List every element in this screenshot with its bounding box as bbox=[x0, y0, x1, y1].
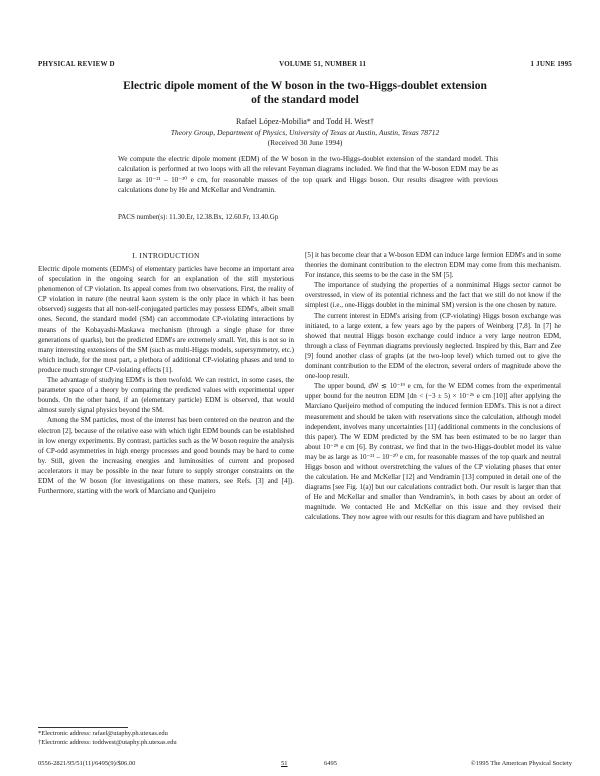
author-list: Rafael López-Mobilia* and Todd H. West† bbox=[235, 117, 375, 126]
affiliation: Theory Group, Department of Physics, University of Texas at Austin, Austin, Texas 78712 bbox=[170, 128, 440, 137]
section-heading: I. INTRODUCTION bbox=[132, 251, 200, 260]
publication-code: 0556-2821/95/51(11)/6495(9)/$06.00 bbox=[38, 760, 136, 767]
journal-name: PHYSICAL REVIEW D bbox=[38, 60, 115, 68]
volume-ref: 51 bbox=[281, 760, 288, 767]
paragraph: The importance of studying the properties of a nonminimal Higgs sector cannot be overstressed, in view of its potential richness and the fact that we still do not know if the simplest (i.e., one-Higgs doublet in the minimal SM) version is the one chosen by nature. bbox=[305, 281, 561, 310]
left-column bbox=[38, 264, 294, 496]
received-date: (Received 30 June 1994) bbox=[267, 138, 343, 147]
footnote-email-1: *Electronic address: rafael@utaphy.ph.utexas.edu bbox=[38, 730, 168, 737]
right-column bbox=[305, 250, 561, 523]
title-line-2: of the standard model bbox=[251, 94, 359, 106]
paragraph: The upper bound, dW ≲ 10⁻¹⁹ e cm, for the W EDM comes from the experimental upper bound for the neutron EDM [dn < (−3 ± 5) × 10⁻²⁶ e cm [10]] after applying the Marciano Queijeiro method of computing the induced fermion EDM's. This is not a direct measurement and should be taken with reservations since the calculation, although model independent, involves many uncertainties [11] (additional comments in the conclusions of this paper). The W EDM predicted by the SM has been estimated to be no larger than about 10⁻²⁹ e cm [6]. By contrast, we find that in the two-Higgs-doublet model its value may be as large as 10⁻²¹ – 10⁻²⁰ e cm, for reasonable masses of the top quark and neutral Higgs boson and without overstretching the values of the CP violating phases that enter the calculation. He and McKellar [12] and Vendramin [13] computed in detail one of the diagrams [see Fig. 1(a)] but our calculations contradict both. Our result is larger than that of He and McKellar and smaller than Vendramin's, in both cases by about an order of magnitude. We contacted He and McKellar on this issue and they revised their calculations. They now agree with our results for this diagram and have published an bbox=[305, 382, 561, 522]
running-header bbox=[38, 60, 572, 68]
paragraph: Among the SM particles, most of the interest has been centered on the neutron and the electron [2], because of the relative ease with which tight EDM bounds can be established in low energy experiments. By contrast, particles such as the W boson require the analysis of CP-odd asymmetries in high energy processes and good bounds may be hard to come by. Still, given the increasing energies and luminosities of current and proposed accelerators it may be possible in the near future to supply stronger constraints on the EDM of the W boson (for investigations on these matters, see Refs. [3] and [4]). Furthermore, starting with the work of Marciano and Queijeiro bbox=[38, 416, 294, 496]
paragraph: Electric dipole moments (EDM's) of elementary particles have become an important area of speculation in the ongoing search for an explanation of the still mysterious phenomenon of CP violation. Its appeal comes from two observations. First, the reality of CP violation in nature (the neutral kaon system is the only place in which it has been observed) suggests that all non-self-conjugated particles may possess EDM's, albeit small ones. Second, the standard model (SM) can accommodate CP-violating interactions by means of the Kobayashi-Maskawa mechanism (through a single phase for three generations of quarks), but the predicted EDM's are extremely small. Yet, this is not so in many interesting extensions of the SM (such as multi-Higgs models, supersymmetry, etc.) which include, for the most part, a plethora of additional CP-violating phases and tend to produce much stronger CP-violating effects [1]. bbox=[38, 265, 294, 374]
issue-date: 1 JUNE 1995 bbox=[530, 60, 572, 68]
page-number: 6495 bbox=[324, 760, 337, 767]
paragraph: [5] it has become clear that a W-boson EDM can induce large fermion EDM's and in some theories the dominant contribution to the electron EDM may come from this mechanism. For instance, this seems to be the case in the SM [5]. bbox=[305, 251, 561, 280]
paper-title bbox=[60, 79, 550, 107]
title-line-1: Electric dipole moment of the W boson in the two-Higgs-doublet extension bbox=[123, 80, 487, 92]
copyright: ©1995 The American Physical Society bbox=[470, 760, 572, 767]
paragraph: The current interest in EDM's arising from (CP-violating) Higgs boson exchange was initiated, to a large extent, a few years ago by the papers of Weinberg [7,8]. In [7] he showed that neutral Higgs boson exchange could induce a very large neutron EDM, through a class of Feynman diagrams previously neglected. Inspired by this, Barr and Zee [9] found another class of graphs (at the two-loop level) which turned out to give the dominant contribution to the EDM of the electron, several orders of magnitude above the one-loop result. bbox=[305, 311, 561, 381]
paragraph: The advantage of studying EDM's is then twofold. We can restrict, in some cases, the parameter space of a theory by comparing the predicted values with experimental upper bounds. On the other hand, if an (elementary particle) EDM is observed, that would almost surely signal physics beyond the SM. bbox=[38, 376, 294, 415]
footnotes bbox=[38, 730, 294, 747]
pacs-numbers: PACS number(s): 11.30.Er, 12.38.Bx, 12.60.Fr, 13.40.Gp bbox=[118, 213, 279, 221]
abstract: We compute the electric dipole moment (EDM) of the W boson in the two-Higgs-doublet extension of the standard model. This calculation is performed at two loops with all the relevant Feynman diagrams included. We find that the W-boson EDM may be as large as 10⁻²¹ – 10⁻²⁰ e cm, for reasonable masses of the top quark and Higgs boson. Our results disagree with previous calculations done by He and McKellar and Vendramin. bbox=[118, 155, 498, 194]
footnote-rule bbox=[38, 727, 128, 728]
volume-number: VOLUME 51, NUMBER 11 bbox=[279, 60, 367, 68]
footnote-email-2: †Electronic address: toddwest@utaphy.ph.utexas.edu bbox=[38, 738, 177, 746]
